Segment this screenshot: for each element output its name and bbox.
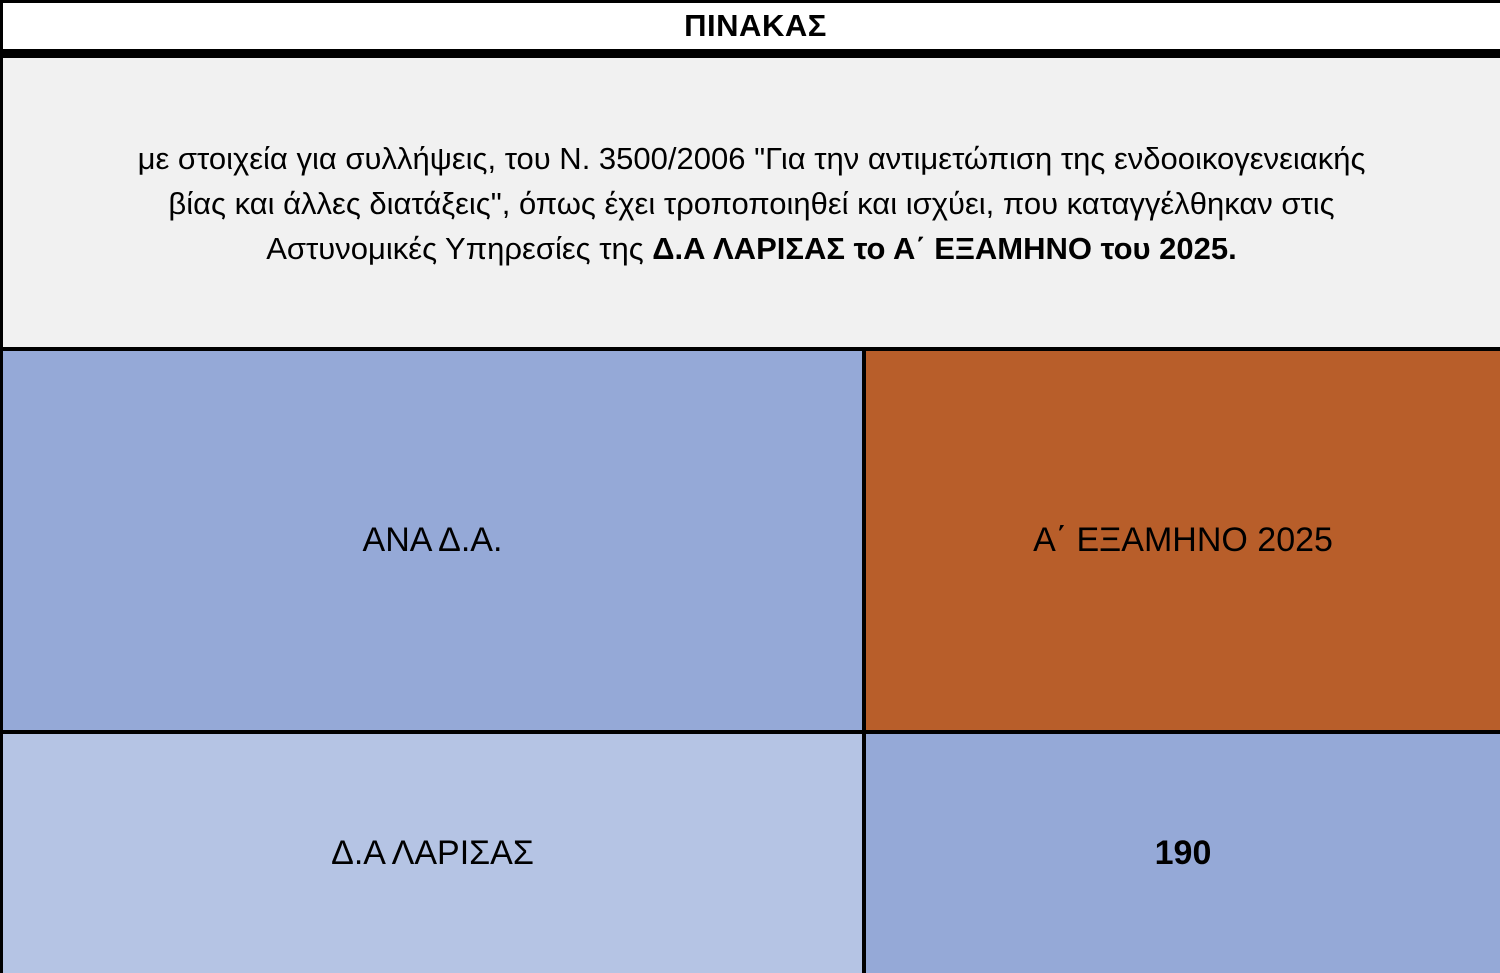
table-cell-region-value: Δ.Α ΛΑΡΙΣΑΣ bbox=[331, 834, 534, 872]
table-cell-region bbox=[3, 734, 862, 973]
description-line-1: με στοιχεία για συλλήψεις, του Ν. 3500/2006 "Για την αντιμετώπιση της ενδοοικογενειακής bbox=[137, 141, 1366, 176]
table-header-period-label: Α΄ ΕΞΑΜΗΝΟ 2025 bbox=[1033, 521, 1333, 559]
table-cell-count-value: 190 bbox=[1154, 834, 1212, 872]
table-header-label: ΑΝΑ Δ.Α. bbox=[362, 521, 503, 559]
description-line-2: βίας και άλλες διατάξεις", όπως έχει τροποποιηθεί και ισχύει, που καταγγέλθηκαν στις bbox=[168, 186, 1335, 221]
description-line-3-prefix: Αστυνομικές Υπηρεσίες της bbox=[266, 231, 653, 266]
page-title: ΠΙΝΑΚΑΣ bbox=[684, 8, 827, 43]
title-bar bbox=[3, 3, 1500, 49]
table-cell-count bbox=[866, 734, 1500, 973]
description-line-3 bbox=[23, 226, 1480, 271]
table-header-period bbox=[866, 351, 1500, 730]
description-block bbox=[3, 58, 1500, 347]
table-header-region bbox=[3, 351, 862, 730]
description-line-3-bold: Δ.Α ΛΑΡΙΣΑΣ το Α΄ ΕΞΑΜΗΝΟ του 2025. bbox=[652, 231, 1237, 266]
